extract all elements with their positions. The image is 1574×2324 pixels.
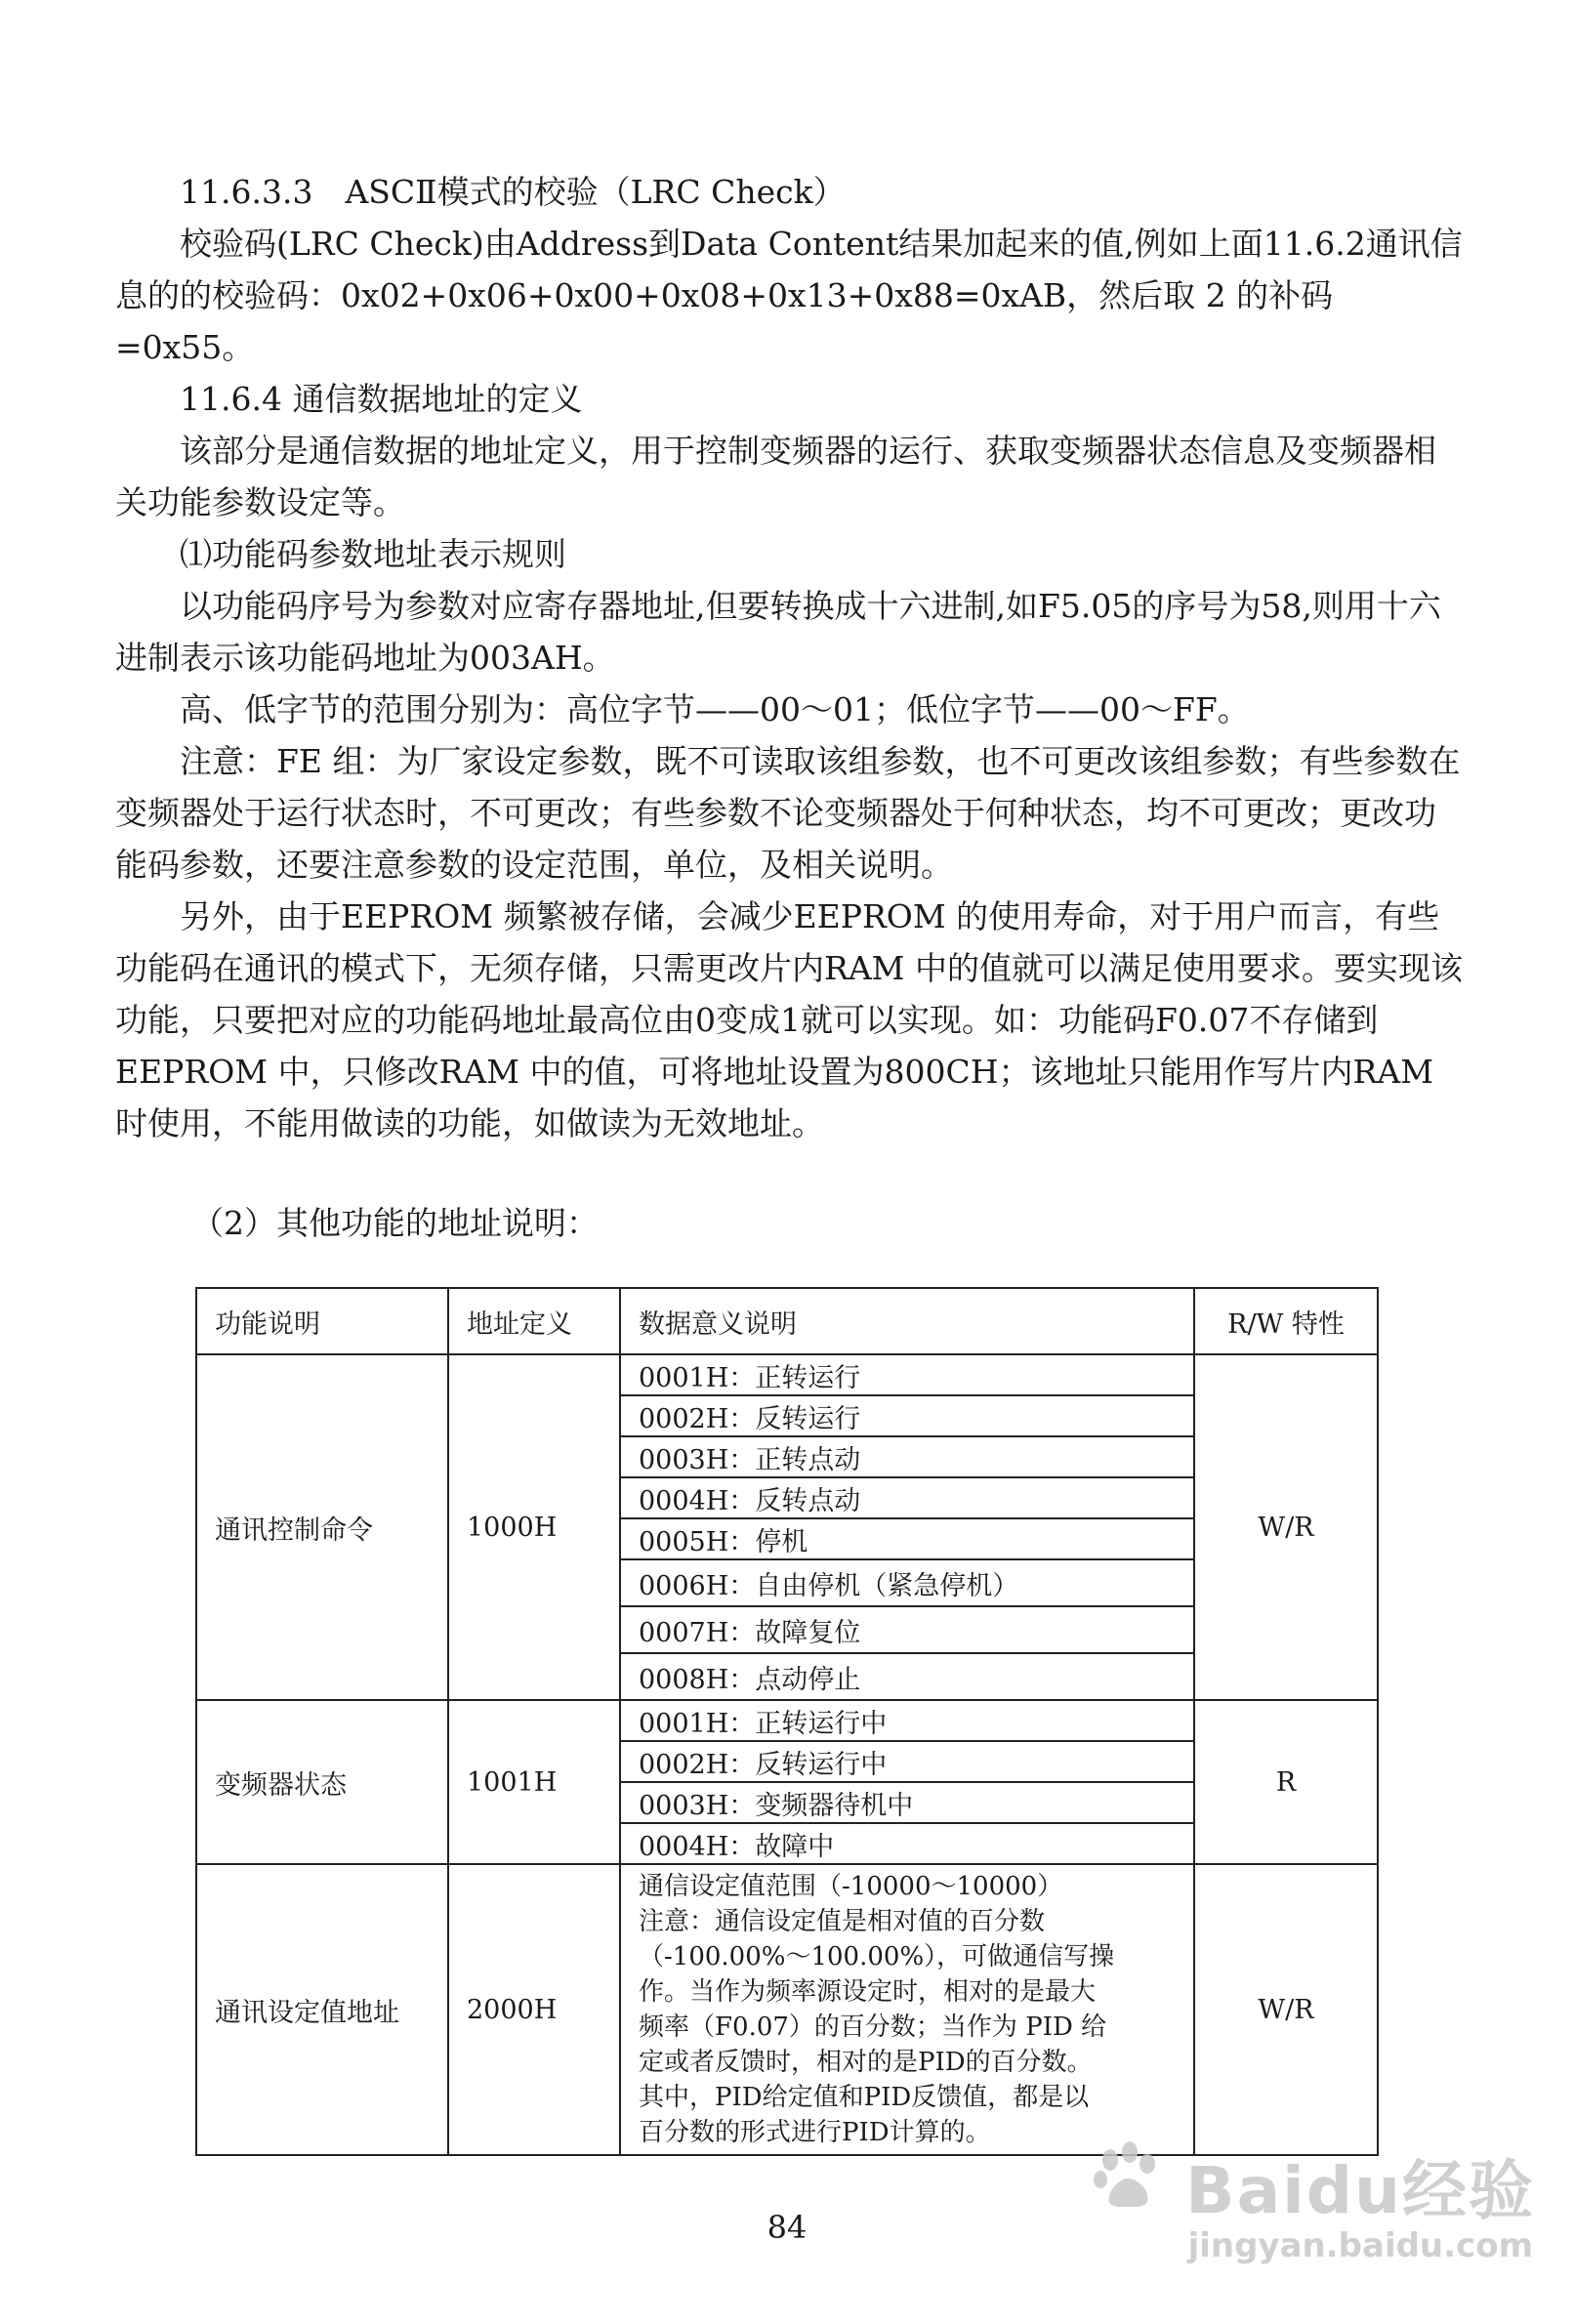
function-code-rule-paragraph: 以功能码序号为参数对应寄存器地址,但要转换成十六进制,如F5.05的序号为58,则用十六进制表示该功能码地址为003AH。 (115, 587, 1441, 677)
cell-addr-1001h: 1001H (448, 1700, 620, 1864)
cell-func-setpoint: 通讯设定值地址 (196, 1864, 448, 2155)
cell-item: 0004H：反转点动 (620, 1477, 1194, 1518)
address-definition-paragraph: 该部分是通信数据的地址定义，用于控制变频器的运行、获取变频器状态信息及变频器相关功能参数设定等。 (115, 432, 1436, 521)
cell-item: 0003H：正转点动 (620, 1436, 1194, 1477)
cell-func-control: 通讯控制命令 (196, 1354, 448, 1700)
cell-item: 0002H：反转运行中 (620, 1741, 1194, 1782)
cell-rw: W/R (1194, 1864, 1378, 2155)
note-line: 百分数的形式进行PID计算的。 (639, 2118, 991, 2147)
cell-setpoint-note (620, 1864, 1194, 2155)
cell-item: 0001H：正转运行中 (620, 1700, 1194, 1741)
baidu-paw-icon (1089, 2138, 1167, 2217)
note-line: 定或者反馈时，相对的是PID的百分数。 (639, 2048, 1093, 2077)
note-line: 作。当作为频率源设定时，相对的是最大 (639, 1977, 1097, 2007)
header-rw: R/W 特性 (1194, 1288, 1378, 1354)
note-line: 其中，PID给定值和PID反馈值，都是以 (639, 2083, 1090, 2112)
byte-range-paragraph: 高、低字节的范围分别为：高位字节——00～01；低位字节——00～FF。 (180, 690, 1250, 728)
cell-rw: W/R (1194, 1354, 1378, 1700)
cell-func-status: 变频器状态 (196, 1700, 448, 1864)
header-function: 功能说明 (196, 1288, 448, 1354)
section-heading-11-6-3-3: 11.6.3.3 ASCⅡ模式的校验（LRC Check） (180, 173, 846, 211)
cell-addr-1000h: 1000H (448, 1354, 620, 1700)
cell-item: 0004H：故障中 (620, 1823, 1194, 1864)
cell-item: 0001H：正转运行 (620, 1354, 1194, 1395)
note-line: （-100.00%～100.00%），可做通信写操 (639, 1942, 1115, 1971)
note-line: 通信设定值范围（-10000～10000） (639, 1872, 1063, 1901)
table-row (196, 1354, 1378, 1395)
address-table (195, 1287, 1379, 2156)
table-header-row (196, 1288, 1378, 1354)
cell-item: 0002H：反转运行 (620, 1395, 1194, 1436)
cell-item: 0003H：变频器待机中 (620, 1782, 1194, 1823)
table-row (196, 1700, 1378, 1741)
note-line: 注意：通信设定值是相对值的百分数 (639, 1907, 1046, 1936)
note-paragraph: 注意：FE 组：为厂家设定参数，既不可读取该组参数，也不可更改该组参数；有些参数在变频器处于运行状态时，不可更改；有些参数不论变频器处于何种状态，均不可更改；更改功能码参数，还要注意参数的设定范围，单位，及相关说明。 (115, 742, 1461, 884)
header-address: 地址定义 (448, 1288, 620, 1354)
cell-item: 0006H：自由停机（紧急停机） (620, 1559, 1194, 1606)
watermark-logo: Baidu经验 (1185, 2153, 1535, 2228)
section-heading-11-6-4: 11.6.4 通信数据地址的定义 (180, 380, 583, 418)
page-number: 84 (766, 2209, 808, 2246)
watermark-url: jingyan.baidu.com (1187, 2226, 1533, 2265)
lrc-check-paragraph: 校验码(LRC Check)由Address到Data Content结果加起来的值,例如上面11.6.2通讯信息的的校验码：0x02+0x06+0x00+0x08+0x13+0x88=0xAB，然后取 2 的补码=0x55。 (115, 225, 1463, 366)
cell-rw: R (1194, 1700, 1378, 1864)
table-row (196, 1864, 1378, 2155)
note-line: 频率（F0.07）的百分数；当作为 PID 给 (639, 2013, 1107, 2042)
header-meaning: 数据意义说明 (620, 1288, 1194, 1354)
cell-item: 0007H：故障复位 (620, 1606, 1194, 1653)
cell-item: 0008H：点动停止 (620, 1653, 1194, 1700)
function-code-rule-heading: ⑴功能码参数地址表示规则 (180, 535, 566, 573)
eeprom-paragraph: 另外，由于EEPROM 频繁被存储，会减少EEPROM 的使用寿命，对于用户而言，有些功能码在通讯的模式下，无须存储，只需更改片内RAM 中的值就可以满足使用要求。要实现该功能，只要把对应的功能码地址最高位由0变成1就可以实现。如：功能码F0.07不存储到EEPROM 中，只修改RAM 中的值，可将地址设置为800CH；该地址只能用作写片内RAM 时使用，不能用做读的功能，如做读为无效地址。 (115, 897, 1463, 1142)
cell-addr-2000h: 2000H (448, 1864, 620, 2155)
other-address-heading: （2）其他功能的地址说明： (191, 1204, 599, 1242)
cell-item: 0005H：停机 (620, 1518, 1194, 1559)
